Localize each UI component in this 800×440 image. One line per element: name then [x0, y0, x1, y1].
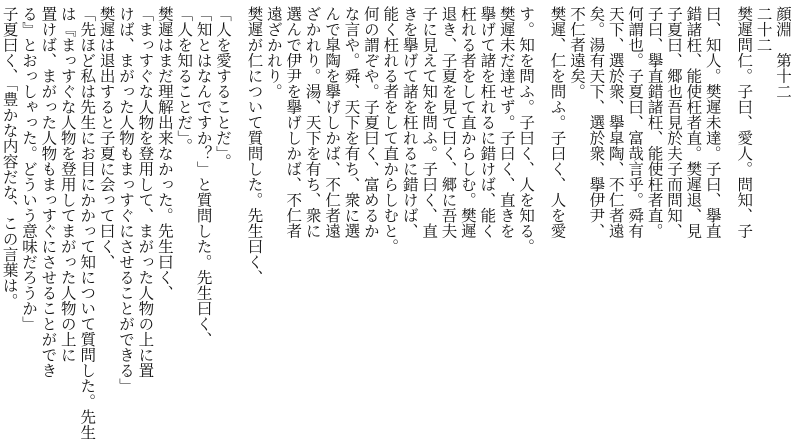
translation-line: 樊遲はまだ理解出来なかった。先生曰く、	[155, 6, 174, 301]
original-line: 樊遲問仁。子曰、愛人。問知、子	[735, 6, 754, 239]
chapter-title: 顔淵 第十二	[774, 6, 792, 99]
kakikudashi-line: 遠ざかれり。	[264, 6, 283, 99]
kakikudashi-line: 擧げて諸を枉れるに錯けば、能く	[478, 6, 497, 239]
chapter-number: 二十二	[754, 6, 773, 53]
translation-line: 「人を知ることだ」。	[175, 6, 194, 154]
translation-line: 「先ほど私は先生にお目にかかって知について質問した。先生	[78, 6, 97, 440]
kakikudashi-line: 樊遲未だ達せず。子曰く、直きを	[497, 6, 516, 239]
original-line: 何謂也。子夏曰、富哉言乎。舜有	[626, 6, 645, 239]
kakikudashi-line: 樊遲、仁を問ふ。子曰く、人を愛	[548, 6, 567, 239]
original-line: 天下、選於衆、擧皐陶、不仁者遠	[606, 6, 625, 239]
translation-line: 「人を愛することだ」。	[214, 6, 233, 169]
kakikudashi-line: 何の謂ぞや。子夏曰く、富めるか	[361, 6, 380, 239]
translation-line: る』とおっしゃった。どういう意味だろうか」	[19, 6, 38, 332]
translation-line: は『まっすぐな人物を登用してまがった人物の上に	[58, 6, 77, 363]
original-line: 不仁者遠矣。	[567, 6, 586, 99]
original-line: 子夏曰、郷也吾見於夫子而問知、	[664, 6, 683, 239]
vertical-text-block	[0, 6, 792, 440]
original-line: 錯諸枉、能使枉者直。樊遲退、見	[684, 6, 703, 239]
original-line: 子曰、擧直錯諸枉、能使枉者直。	[645, 6, 664, 239]
kakikudashi-line: す。知を問ふ。子曰く、人を知る。	[517, 6, 536, 254]
kakikudashi-line: 子に見えて知を問ふ。子曰く、直	[420, 6, 439, 239]
translation-line: 置けば、まがった人物もまっすぐにさせることができ	[39, 6, 58, 378]
kakikudashi-line: 選んで伊尹を擧げしかば、不仁者	[284, 6, 303, 239]
translation-line: けば、まがった人物もまっすぐにさせることができる」	[117, 6, 135, 394]
kakikudashi-line: な言や。舜、天下を有ち、衆に選	[342, 6, 361, 239]
kakikudashi-line: ざかれり。湯、天下を有ち、衆に	[303, 6, 322, 239]
kakikudashi-line: 枉れる者をして直からしむ。樊遲	[458, 6, 477, 239]
kakikudashi-line: んで皐陶を擧げしかば、不仁者遠	[323, 6, 342, 239]
original-line: 曰、知人。樊遲未達。子曰、擧直	[703, 6, 722, 239]
original-line: 矣。湯有天下、選於衆、擧伊尹、	[587, 6, 606, 239]
translation-line: 「知とはなんですか？」と質問した。先生曰く、	[194, 6, 213, 347]
kakikudashi-line: 退き、子夏を見て曰く、郷に吾夫	[439, 6, 458, 239]
translation-line: 樊遲は退出すると子夏に会って曰く、	[97, 6, 116, 270]
kakikudashi-line: 能く枉れる者をして直からしむと。	[381, 6, 400, 254]
translation-line: 子夏曰く、「豊かな内容だな、この言葉は。	[0, 6, 19, 309]
kakikudashi-line: きを擧げて諸を枉れるに錯けば、	[400, 6, 419, 239]
translation-line: 樊遲が仁について質問した。先生曰く、	[245, 6, 264, 285]
translation-line: 「まっすぐな人物を登用して、まがった人物の上に置	[136, 6, 155, 378]
